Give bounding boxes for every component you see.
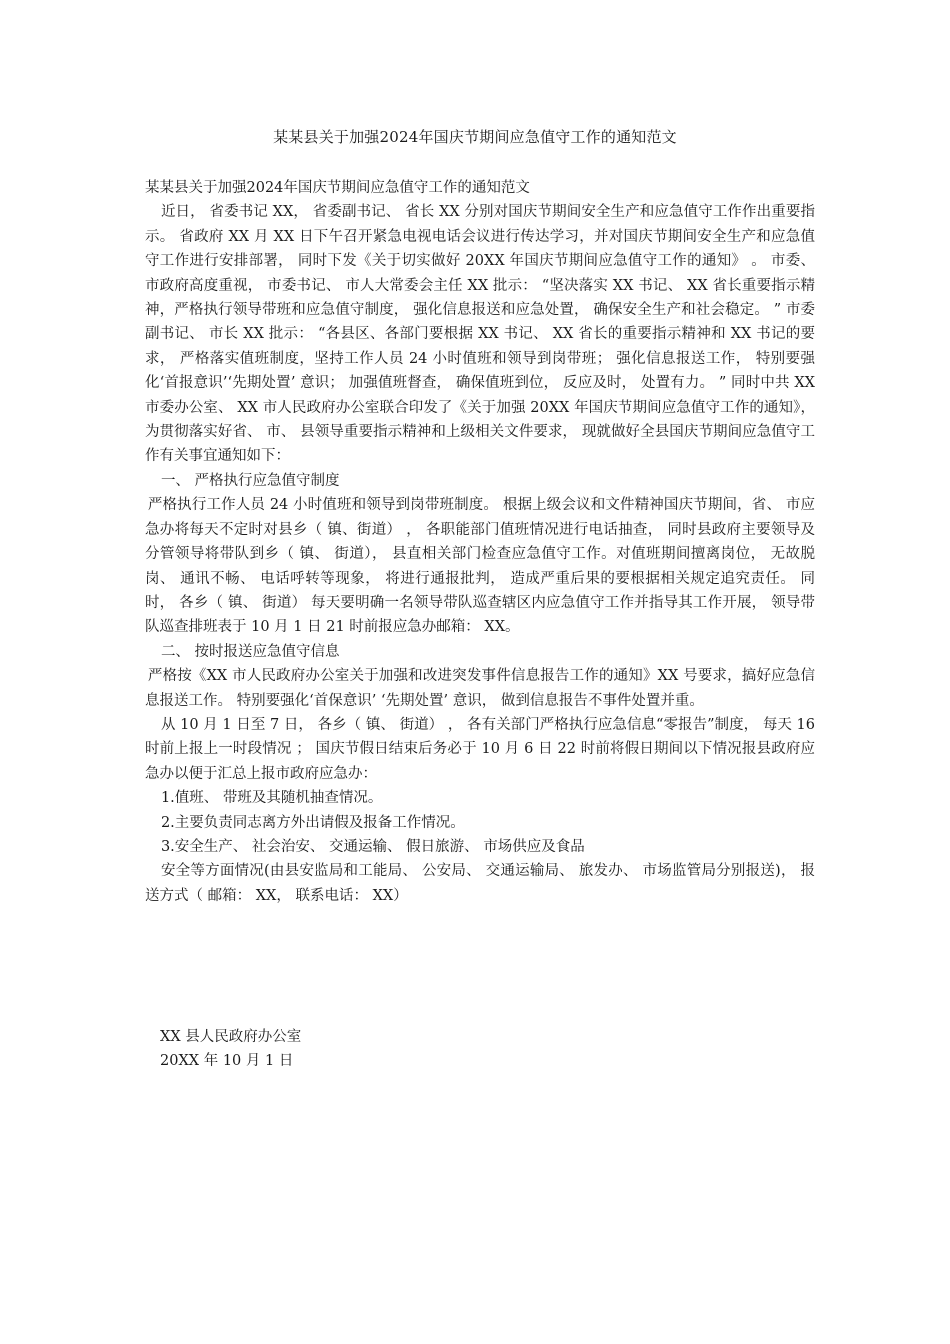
document-body bbox=[145, 176, 815, 908]
list-item-1: 1.值班、 带班及其随机抽查情况。 bbox=[160, 790, 383, 807]
list-item-2: 2.主要负责同志离方外出请假及报备工作情况。 bbox=[160, 814, 465, 831]
section-1-paragraph: 严格执行工作人员 24 小时值班和领导到岗带班制度。 根据上级会议和文件精神国庆节期间，省、 市应急办将每天不定时对县乡（ 镇、街道） ， 各职能部门值班情况进行电话抽查， 同时县政府主要领导及分管领导将带队到乡（ 镇、 街道）， 县直相关部门检查应急值守工作。对值班期间擅离岗位， 无故脱岗、 通讯不畅、 电话呼转等现象， 将进行通报批判， 造成严重后果的要根据相关规定追究责任。 同时， 各乡（ 镇、 街道） 每天要明确一名领导带队巡查辖区内应急值守工作并指导其工作开展， 领导带队巡查排班表于 10 月 1 日 21 时前报应急办邮箱： XX。 bbox=[145, 497, 815, 636]
signature-date: 20XX 年 10 月 1 日 bbox=[160, 1053, 294, 1069]
list-item-3: 3.安全生产、 社会治安、 交通运输、 假日旅游、 市场供应及食品 bbox=[160, 838, 585, 855]
section-2-paragraph: 严格按《XX 市人民政府办公室关于加强和改进突发事件信息报告工作的通知》XX 号要求，搞好应急信息报送工作。 特别要强化‘首保意识’ ‘先期处置’ 意识， 做到信息报告不事件处置并重。 bbox=[145, 668, 815, 709]
signature-organization: XX 县人民政府办公室 bbox=[160, 1029, 302, 1045]
reporting-paragraph: 从 10 月 1 日至 7 日， 各乡（ 镇、 街道） ， 各有关部门严格执行应急信息“零报告”制度， 每天 16 时前上报上一时段情况 ； 国庆节假日结束后务必于 10 月 6 日 22 时前将假日期间以下情况报县政府应急办以便于汇总上报市政府应急办： bbox=[145, 716, 815, 782]
section-heading-1: 一、 严格执行应急值守制度 bbox=[160, 472, 340, 489]
list-item-3-continued: 安全等方面情况(由县安监局和工能局、 公安局、 交通运输局、 旅发办、 市场监管局分别报送)， 报送方式（ 邮箱： XX， 联系电话： XX） bbox=[145, 863, 815, 904]
section-heading-2: 二、 按时报送应急值守信息 bbox=[160, 643, 340, 660]
document-title: 某某县关于加强2024年国庆节期间应急值守工作的通知范文 bbox=[273, 128, 677, 146]
intro-paragraph: 近日， 省委书记 XX， 省委副书记、 省长 XX 分别对国庆节期间安全生产和应急值守工作作出重要指示。 省政府 XX 月 XX 日下午召开紧急电视电话会议进行传达学习，并对国庆节期间安全生产和应急值守工作进行安排部署， 同时下发《关于切实做好 20XX 年国庆节期间应急值守工作的通知》 。 市委、 市政府高度重视， 市委书记、 市人大常委会主任 XX 批示： “坚决落实 XX 书记、 XX 省长重要指示精神，严格执行领导带班和应急值守制度， 强化信息报送和应急处置， 确保安全生产和社会稳定。 ” 市委副书记、 市长 XX 批示： “各县区、各部门要根据 XX 书记、 XX 省长的重要指示精神和 XX 书记的要求， 严格落实值班制度，坚持工作人员 24 小时值班和领导到岗带班； 强化信息报送工作， 特别要强化‘首报意识’‘先期处置’ 意识； 加强值班督查， 确保值班到位， 反应及时， 处置有力。 ” 同时中共 XX 市委办公室、 XX 市人民政府办公室联合印发了《关于加强 20XX 年国庆节期间应急值守工作的通知》，为贯彻落实好省、 市、 县领导重要指示精神和上级相关文件要求， 现就做好全县国庆节期间应急值守工作有关事宜通知如下： bbox=[145, 204, 815, 465]
body-heading: 某某县关于加强2024年国庆节期间应急值守工作的通知范文 bbox=[145, 180, 530, 196]
